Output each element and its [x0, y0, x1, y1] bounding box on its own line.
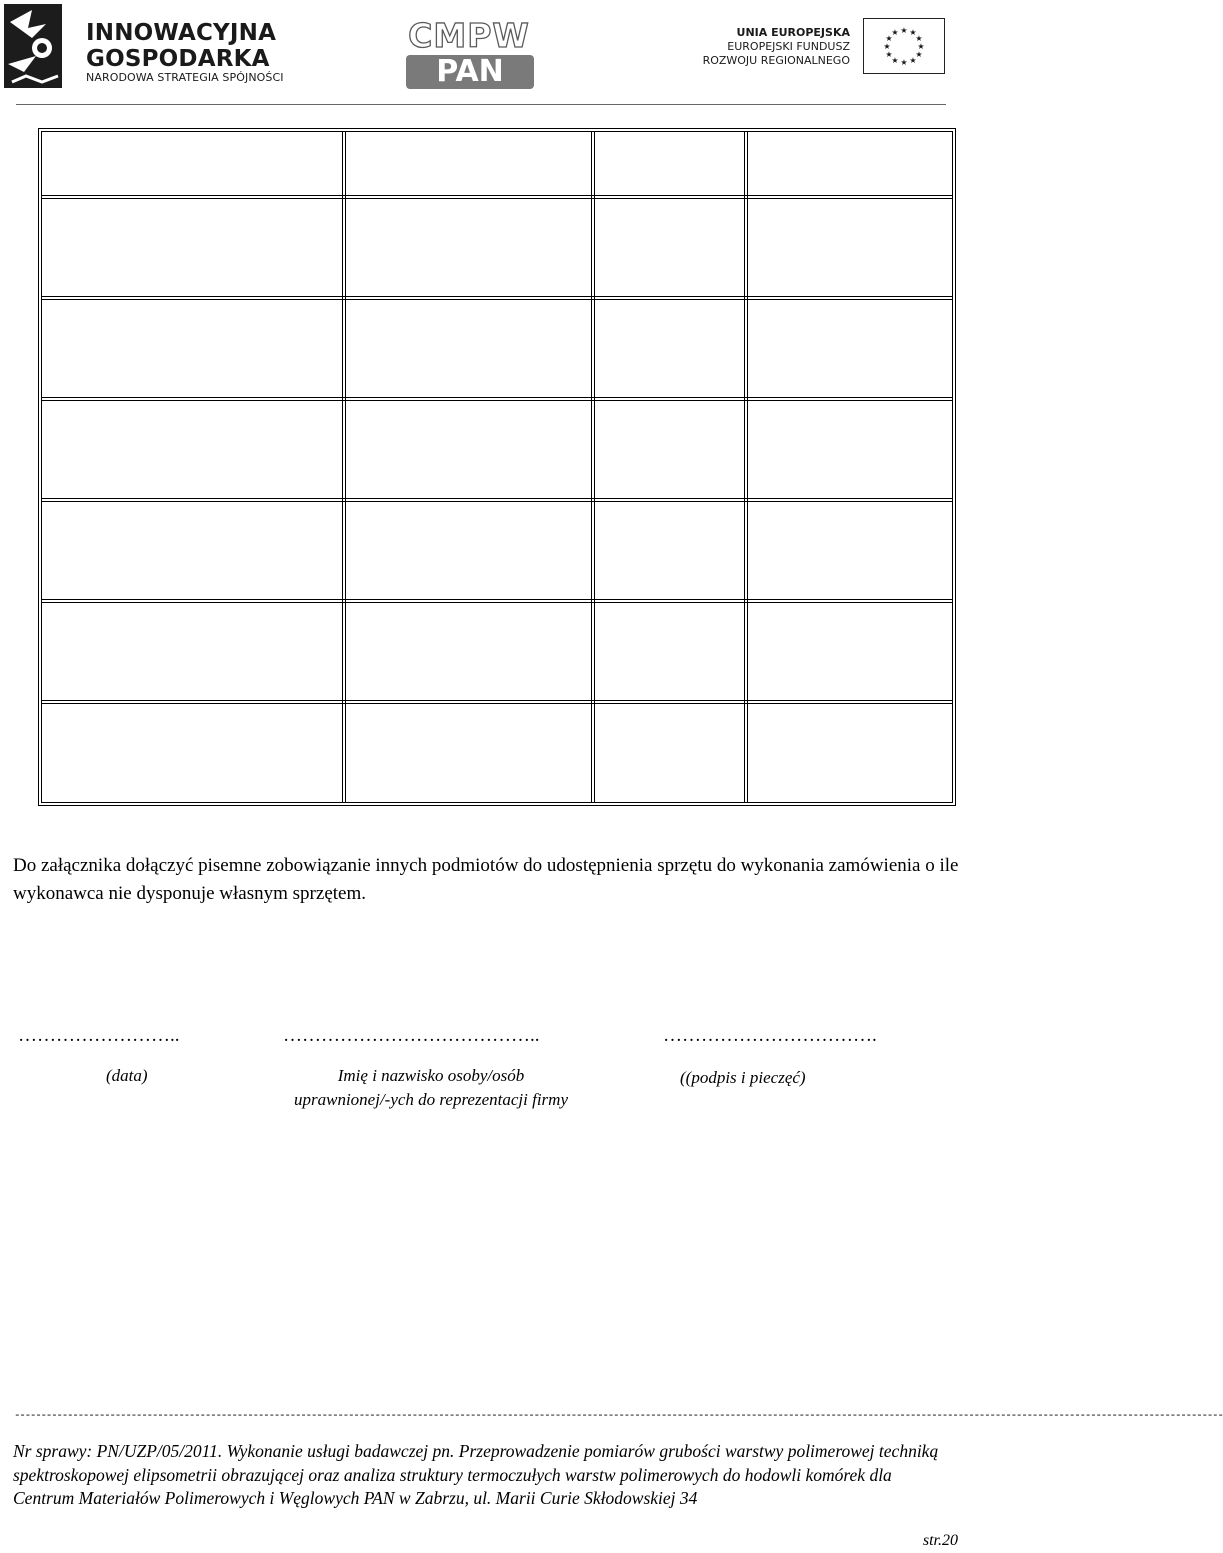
- svg-text:★: ★: [891, 28, 899, 37]
- name-label-line1: Imię i nazwisko osoby/osób: [337, 1066, 525, 1085]
- svg-text:★: ★: [909, 56, 917, 65]
- logo-line-innowacyjna: INNOWACYJNA: [86, 20, 277, 46]
- page-number: str.20: [922, 1532, 958, 1549]
- signature-label: ((podpis i pieczęć): [680, 1068, 806, 1087]
- svg-text:★: ★: [900, 58, 908, 67]
- equipment-table: [38, 128, 956, 806]
- header-divider: [16, 104, 946, 105]
- svg-text:★: ★: [915, 34, 923, 43]
- innowacyjna-gospodarka-emblem-icon: [2, 2, 82, 90]
- cmpw-text: CMPW: [408, 16, 530, 55]
- svg-text:★: ★: [891, 56, 899, 65]
- eu-flag-icon: [863, 18, 945, 74]
- name-label: [272, 1064, 590, 1112]
- eu-line-rozwoju: ROZWOJU REGIONALNEGO: [702, 54, 850, 67]
- date-dotted-line: ……………………..: [18, 1025, 180, 1046]
- eu-line-fundusz: EUROPEJSKI FUNDUSZ: [727, 40, 850, 53]
- table-row-divider: [41, 498, 953, 502]
- signature-dotted-line: …………………………….: [663, 1025, 877, 1046]
- logo-line-gospodarka: GOSPODARKA: [86, 46, 270, 72]
- svg-text:★: ★: [883, 42, 891, 51]
- svg-text:★: ★: [885, 50, 893, 59]
- date-label: (data): [106, 1066, 148, 1085]
- name-label-line2: uprawnionej/-ych do reprezentacji firmy: [294, 1090, 568, 1109]
- innowacyjna-gospodarka-logo: [2, 2, 292, 90]
- svg-text:★: ★: [915, 50, 923, 59]
- eu-line-unia: UNIA EUROPEJSKA: [736, 26, 850, 39]
- table-row-divider: [41, 195, 953, 199]
- svg-text:★: ★: [909, 28, 917, 37]
- table-row-divider: [41, 700, 953, 704]
- svg-text:★: ★: [885, 34, 893, 43]
- table-row-divider: [41, 296, 953, 300]
- table-row-divider: [41, 397, 953, 401]
- table-row-divider: [41, 599, 953, 603]
- footer-separator: ------------------------------------------------------------------------------------------------------------------------------------------------------------------------------------------------------------------------------------: [14, 1410, 1223, 1422]
- cmpw-pan-logo: [404, 18, 534, 92]
- svg-text:★: ★: [917, 42, 925, 51]
- logo-line-strategia: NARODOWA STRATEGIA SPÓJNOŚCI: [86, 71, 284, 84]
- pan-text: PAN: [406, 55, 534, 89]
- attachment-note: Do załącznika dołączyć pisemne zobowiązanie innych podmiotów do udostępnienia sprzętu do wykonania zamówienia o ile wykonawca nie dysponuje własnym sprzętem.: [13, 855, 959, 904]
- footer-case-text: Nr sprawy: PN/UZP/05/2011. Wykonanie usługi badawczej pn. Przeprowadzenie pomiarów grubości warstwy polimerowej techniką spektroskopowej elipsometrii obrazującej oraz analiza struktury termoczułych warstw polimerowych do hodowli komórek dla Centrum Materiałów Polimerowych i Węglowych PAN w Zabrzu, ul. Marii Curie Skłodowskiej 34: [13, 1441, 939, 1508]
- eu-fund-logo: [702, 18, 946, 78]
- name-dotted-line: …………………………………..: [283, 1025, 540, 1046]
- svg-text:★: ★: [900, 26, 908, 35]
